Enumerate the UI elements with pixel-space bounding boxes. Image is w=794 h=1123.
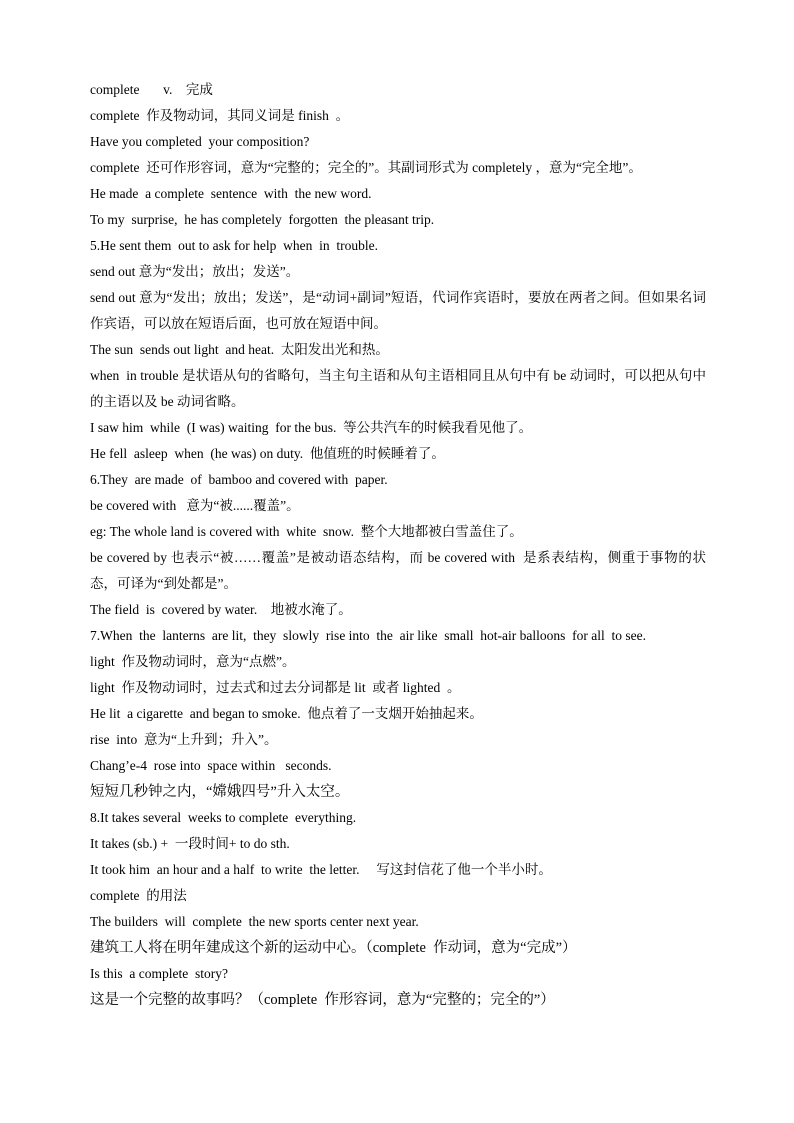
text-line-5: He made a complete sentence with the new word. <box>90 186 372 201</box>
text-line-33: 这是一个完整的故事吗？（complete 作形容词，意为“完整的；完全的”） <box>90 992 555 1008</box>
text-line-25: 短短几秒钟之内，“嫦娥四号”升入太空。 <box>90 784 350 800</box>
text-line-2: complete 作及物动词，其同义词是 finish 。 <box>90 108 350 123</box>
text-line-15: be covered with 意为“被......覆盖”。 <box>90 498 300 513</box>
text-line-18: The field is covered by water. 地被水淹了。 <box>90 602 352 617</box>
text-line-13: He fell asleep when (he was) on duty. 他值班的时候睡着了。 <box>90 446 445 461</box>
text-line-7: 5.He sent them out to ask for help when in trouble. <box>90 238 378 253</box>
text-line-10: The sun sends out light and heat. 太阳发出光和热。 <box>90 342 389 357</box>
text-line-29: complete 的用法 <box>90 888 187 903</box>
text-line-30: The builders will complete the new sports center next year. <box>90 914 419 929</box>
text-line-21: light 作及物动词时，过去式和过去分词都是 lit 或者 lighted 。 <box>90 680 461 695</box>
text-line-23: rise into 意为“上升到；升入”。 <box>90 732 278 747</box>
text-line-3: Have you completed your composition? <box>90 134 310 149</box>
text-line-14: 6.They are made of bamboo and covered with paper. <box>90 472 388 487</box>
text-line-12: I saw him while (I was) waiting for the bus. 等公共汽车的时候我看见他了。 <box>90 420 533 435</box>
text-line-20: light 作及物动词时，意为“点燃”。 <box>90 654 296 669</box>
text-line-24: Chang’e-4 rose into space within seconds. <box>90 758 332 773</box>
text-line-31: 建筑工人将在明年建成这个新的运动中心。（complete 作动词，意为“完成”） <box>90 940 577 956</box>
text-line-6: To my surprise, he has completely forgotten the pleasant trip. <box>90 212 435 227</box>
text-line-28: It took him an hour and a half to write the letter. 写这封信花了他一个半小时。 <box>90 862 552 877</box>
text-line-4: complete 还可作形容词，意为“完整的；完全的”。其副词形式为 completely ，意为“完全地”。 <box>90 160 642 175</box>
text-line-19: 7.When the lanterns are lit, they slowly rise into the air like small hot-air balloons for all to see. <box>90 628 646 643</box>
text-line-32: Is this a complete story? <box>90 966 228 981</box>
text-line-22: He lit a cigarette and began to smoke. 他点着了一支烟开始抽起来。 <box>90 706 483 721</box>
text-line-1: complete v. 完成 <box>90 82 213 97</box>
text-line-27: It takes (sb.) + 一段时间+ to do sth. <box>90 836 290 851</box>
text-line-8: send out 意为“发出；放出；发送”。 <box>90 264 300 279</box>
text-line-16: eg: The whole land is covered with white snow. 整个大地都被白雪盖住了。 <box>90 524 523 539</box>
text-line-17: be covered by 也表示“被……覆盖”是被动语态结构，而 be covered with 是系表结构，侧重于事物的状态，可译为“到处都是”。 <box>90 550 706 591</box>
text-line-26: 8.It takes several weeks to complete everything. <box>90 810 357 825</box>
text-line-11: when in trouble 是状语从句的省略句，当主句主语和从句主语相同且从句中有 be 动词时，可以把从句中的主语以及 be 动词省略。 <box>90 368 706 409</box>
text-line-9: send out 意为“发出；放出；发送”，是“动词+副词”短语，代词作宾语时，要放在两者之间。但如果名词作宾语，可以放在短语后面，也可放在短语中间。 <box>90 290 706 331</box>
